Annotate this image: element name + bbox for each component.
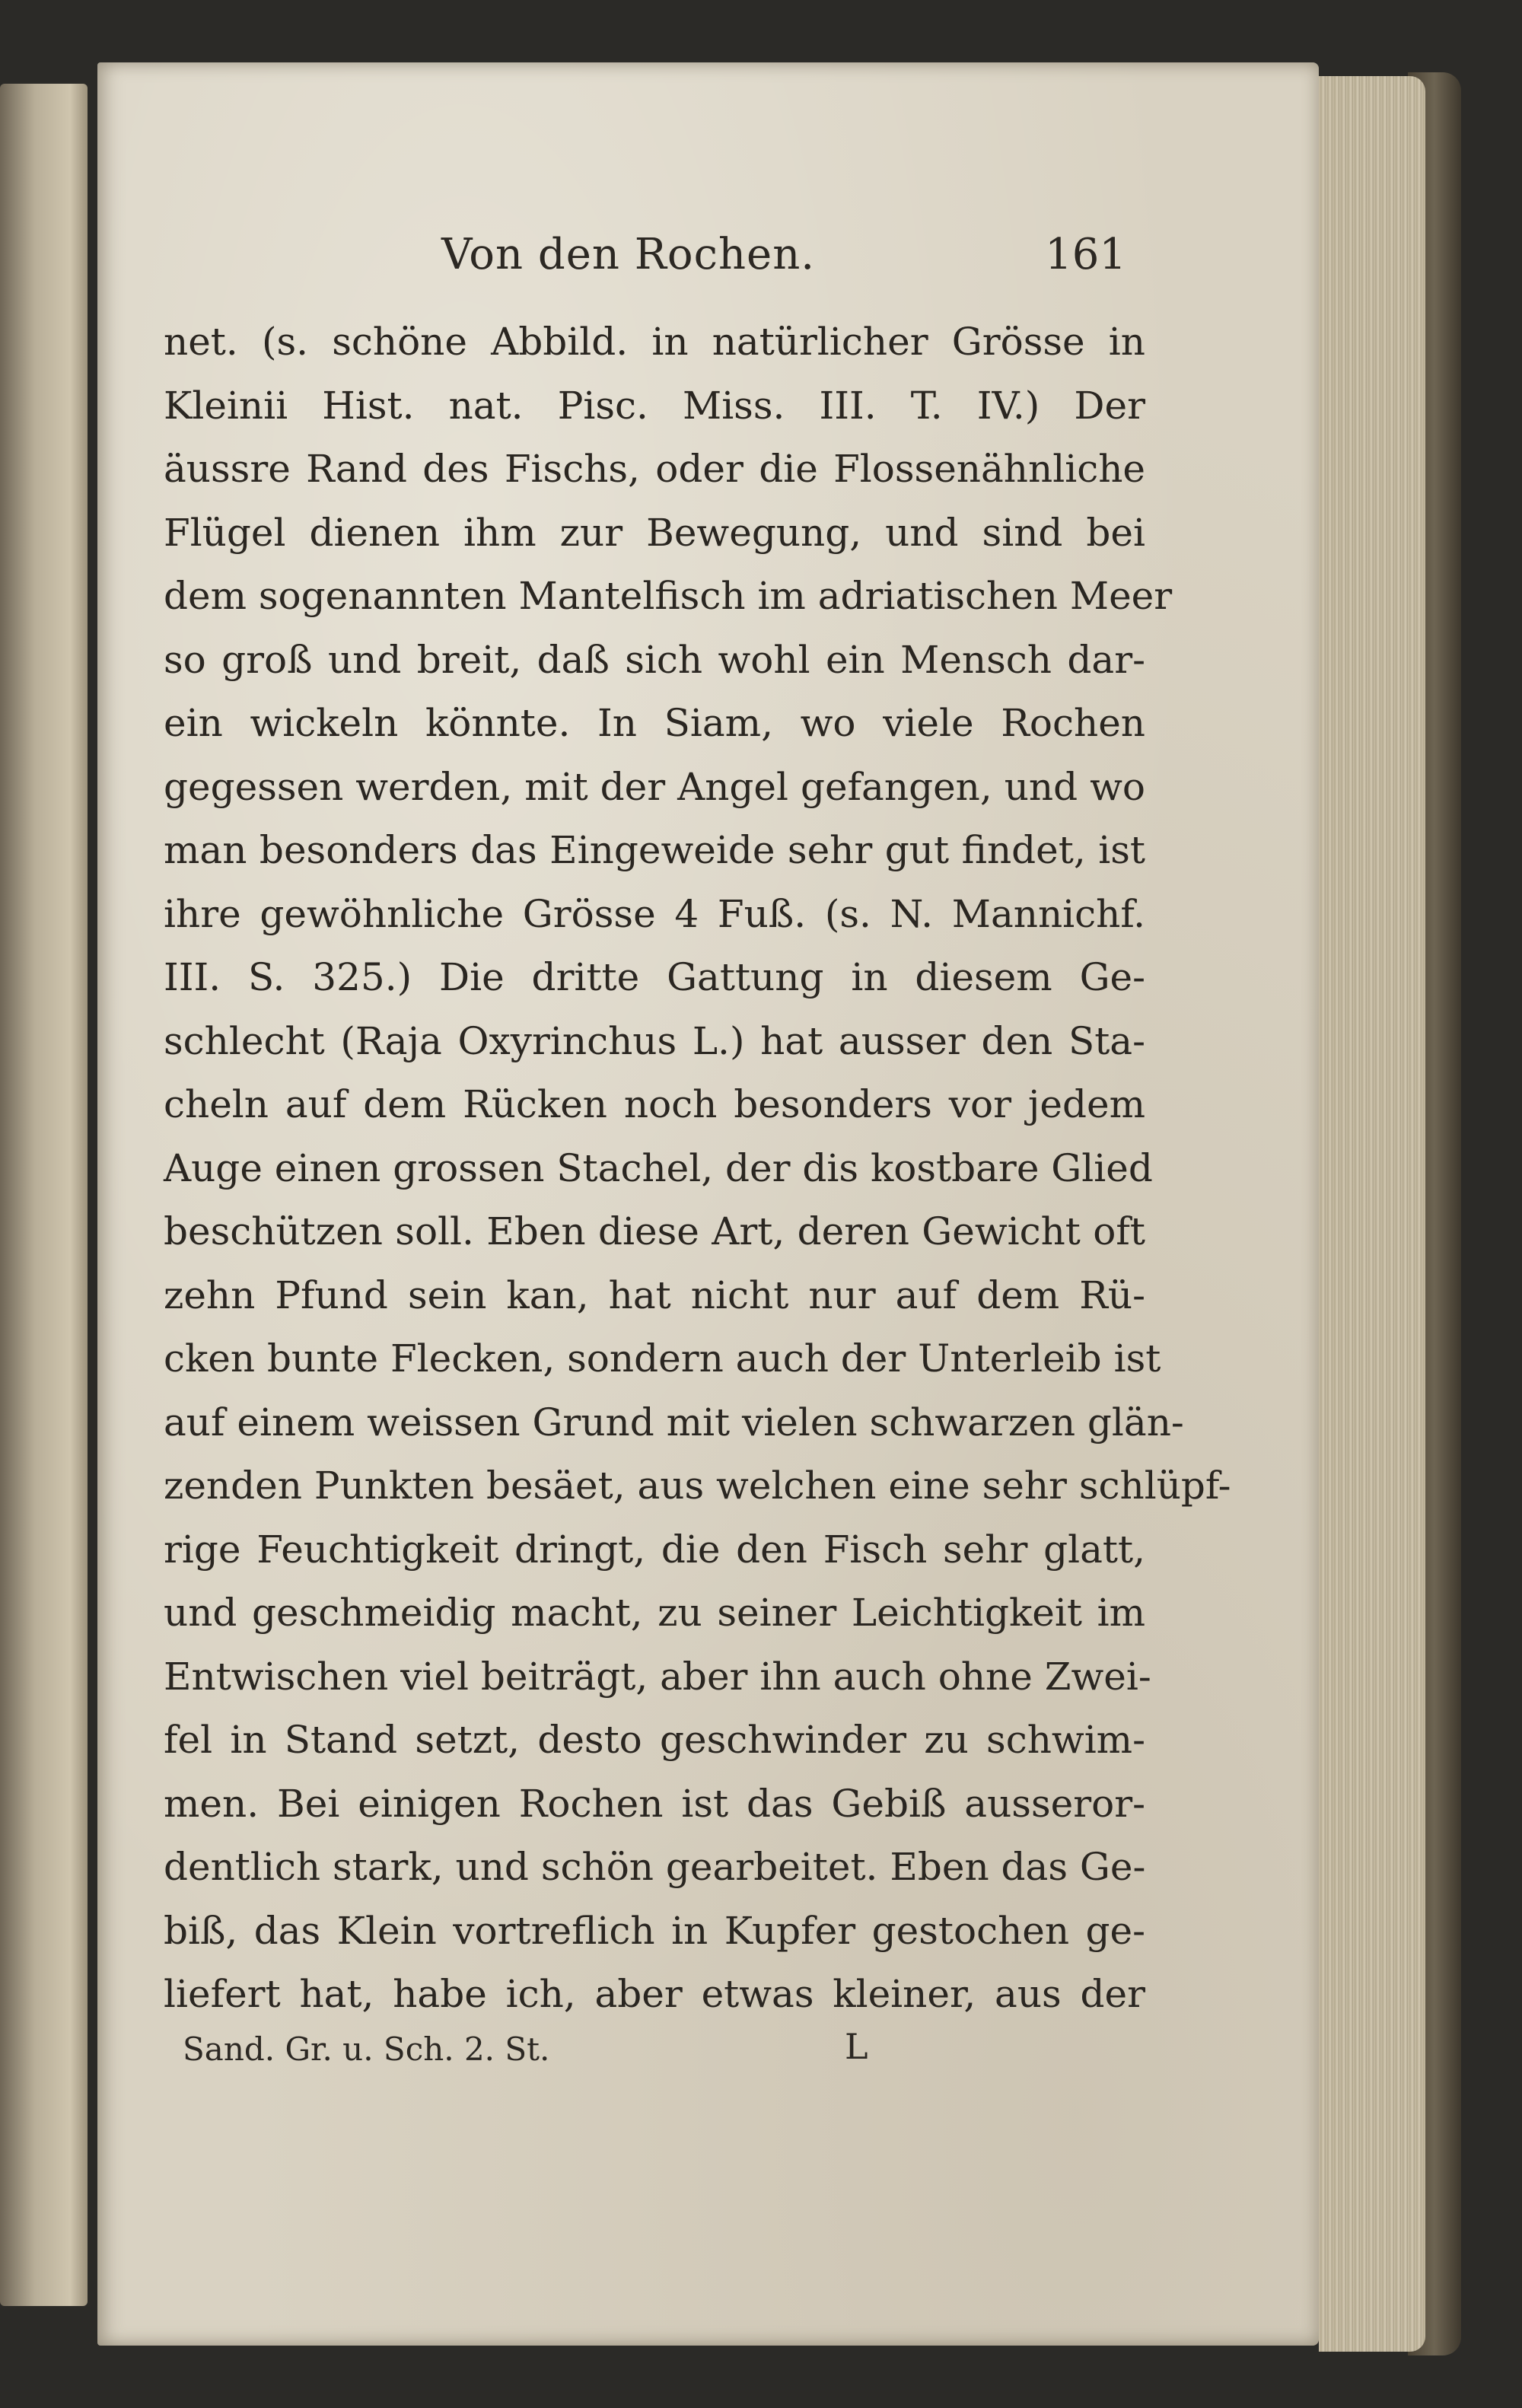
text-line: man besonders das Eingeweide sehr gut findet, ist — [164, 828, 1145, 872]
text-line: liefert hat, habe ich, aber etwas kleiner, aus der — [164, 1972, 1145, 2016]
text-line: so groß und breit, daß sich wohl ein Mensch dar- — [164, 637, 1145, 682]
body-text — [164, 311, 1231, 2027]
text-line: zehn Pfund sein kan, hat nicht nur auf dem Rü- — [164, 1272, 1145, 1317]
text-line: schlecht (Raja Oxyrinchus L.) hat ausser den Sta- — [164, 1018, 1145, 1063]
text-line: Kleinii Hist. nat. Pisc. Miss. III. T. IV.) Der — [164, 383, 1145, 428]
text-line: fel in Stand setzt, desto geschwinder zu schwim- — [164, 1718, 1145, 1762]
text-line: Flügel dienen ihm zur Bewegung, und sind bei — [164, 510, 1145, 555]
text-line: ihre gewöhnliche Grösse 4 Fuß. (s. N. Mannichf. — [164, 891, 1145, 936]
page-stack-edge — [1319, 76, 1425, 2352]
text-line: ein wickeln könnte. In Siam, wo viele Rochen — [164, 701, 1145, 745]
text-line: beschützen soll. Eben diese Art, deren Gewicht oft — [164, 1209, 1145, 1253]
text-line: net. (s. schöne Abbild. in natürlicher Grösse in — [164, 320, 1145, 364]
running-header — [441, 222, 1126, 291]
text-line: auf einem weissen Grund mit vielen schwarzen glän- — [164, 1400, 1184, 1444]
text-line: men. Bei einigen Rochen ist das Gebiß ausseror- — [164, 1781, 1145, 1826]
text-line: und geschmeidig macht, zu seiner Leichtigkeit im — [164, 1591, 1145, 1635]
text-line: Entwischen viel beiträgt, aber ihn auch ohne Zwei- — [164, 1654, 1151, 1699]
text-line: zenden Punkten besäet, aus welchen eine sehr schlüpf- — [164, 1464, 1231, 1508]
text-line: dem sogenannten Mantelfisch im adriatischen Meer — [164, 574, 1173, 618]
page-footer — [183, 2026, 913, 2084]
text-line: rige Feuchtigkeit dringt, die den Fisch sehr glatt, — [164, 1527, 1145, 1572]
text-line: gegessen werden, mit der Angel gefangen, und wo — [164, 764, 1145, 809]
running-title: Von den Rochen. — [441, 230, 816, 279]
text-line: cheln auf dem Rücken noch besonders vor jedem — [164, 1082, 1145, 1126]
left-page-edge — [0, 84, 88, 2306]
signature-mark: Sand. Gr. u. Sch. 2. St. — [183, 2031, 550, 2068]
text-line: biß, das Klein vortreflich in Kupfer gestochen ge- — [164, 1908, 1145, 1953]
text-line: cken bunte Flecken, sondern auch der Unterleib ist — [164, 1336, 1161, 1381]
text-line: III. S. 325.) Die dritte Gattung in diesem Ge- — [164, 955, 1145, 999]
text-line: äussre Rand des Fischs, oder die Flossenähnliche — [164, 447, 1145, 491]
catchmark: L — [845, 2026, 868, 2067]
page-number: 161 — [1045, 230, 1126, 279]
text-line: dentlich stark, und schön gearbeitet. Eben das Ge- — [164, 1845, 1146, 1889]
text-line: Auge einen grossen Stachel, der dis kostbare Glied — [164, 1145, 1153, 1190]
